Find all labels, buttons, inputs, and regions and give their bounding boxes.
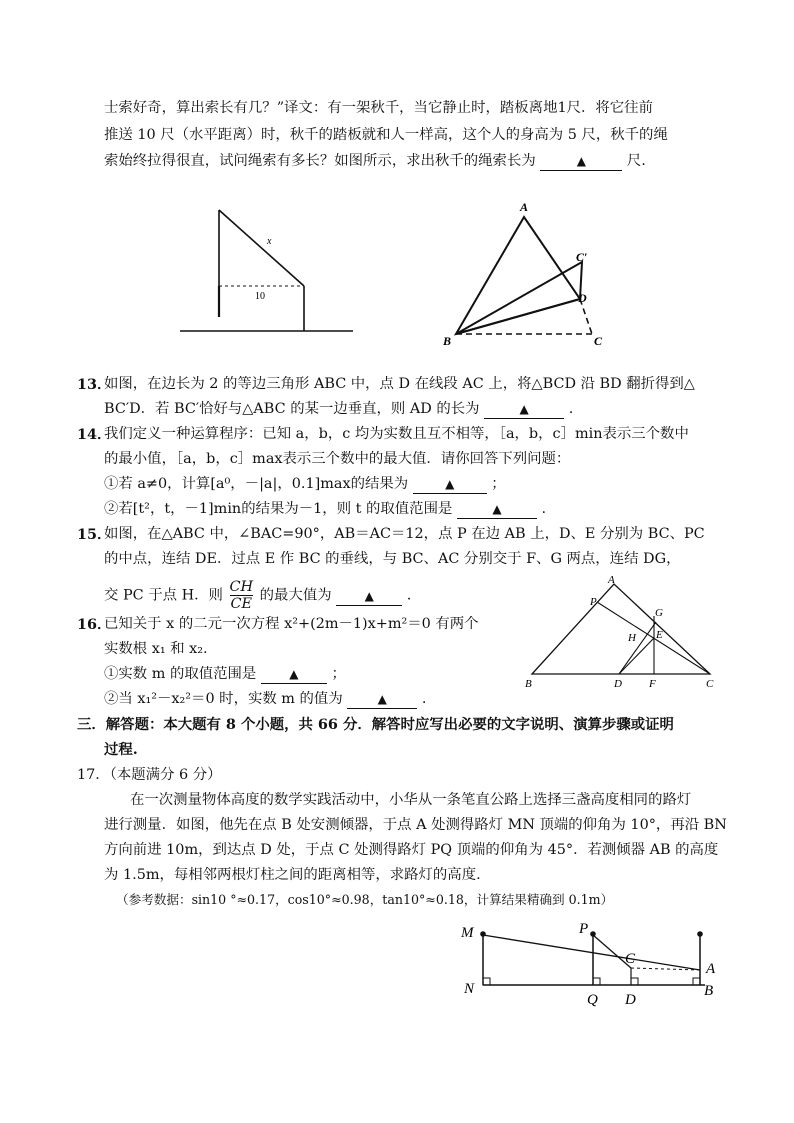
q13-line-2-text: BC′D．若 BC′恰好与△ABC 的某一边垂直，则 AD 的长为 xyxy=(104,401,480,417)
q14-part-1-blank: ▲ xyxy=(413,475,487,494)
q14-line-3 xyxy=(104,472,724,497)
q13-line-2 xyxy=(104,397,724,422)
label-d: D xyxy=(625,992,636,1008)
label-h: H xyxy=(628,632,636,644)
q14-number: 14． xyxy=(77,426,112,443)
triangle-fold-figure xyxy=(438,195,618,355)
q16-line-3 xyxy=(104,662,346,687)
section-3-heading-1: 三．解答题：本大题有 8 个小题，共 66 分．解答时应写出必要的文字说明、演算步骤或证明 xyxy=(77,716,674,733)
swing-rope-x xyxy=(219,210,304,286)
q14-part-2-end: . xyxy=(541,501,547,517)
street-lamp-figure xyxy=(455,915,730,1010)
q12-line-2: 推送 10 尺（水平距离）时，秋千的踏板就和人一样高，这个人的身高为 5 尺，秋千的绳 xyxy=(104,127,668,143)
q16-line-2: 实数根 x₁ 和 x₂. xyxy=(104,641,208,657)
label-p: P xyxy=(579,921,589,937)
label-c: C xyxy=(625,951,636,967)
label-d: D xyxy=(614,678,622,690)
q17-reference-data: （参考数据：sin10 °≈0.17，cos10°≈0.98，tan10°≈0.18，计算结果精确到 0.1m） xyxy=(116,892,614,907)
q15-answer-blank: ▲ xyxy=(336,587,402,606)
q16-part-1-blank: ▲ xyxy=(261,665,327,684)
segment-de xyxy=(619,638,654,674)
right-angle-q xyxy=(593,978,600,985)
q12-answer-blank: ▲ xyxy=(540,152,622,171)
q13-number: 13． xyxy=(77,376,112,393)
q14-line-1: 我们定义一种运算程序：已知 a，b，c 均为实数且互不相等，［a，b，c］min表示三个数中 xyxy=(104,426,689,442)
q13-answer-blank: ▲ xyxy=(484,400,564,419)
label-c: C xyxy=(594,334,603,348)
q16-part-2-text: ②当 x₁²－x₂²＝0 时，实数 m 的值为 xyxy=(104,691,343,707)
label-m: M xyxy=(461,925,474,941)
label-b: B xyxy=(525,678,532,690)
label-a: A xyxy=(608,574,615,586)
right-angle-d xyxy=(631,978,638,985)
q14-part-2-text: ②若[t²，t，－1]min的结果为－1，则 t 的取值范围是 xyxy=(104,501,453,517)
fraction-numerator: CH xyxy=(229,579,254,595)
q16-line-1: 已知关于 x 的二元一次方程 x²+(2m－1)x+m²＝0 有两个 xyxy=(104,616,479,632)
q14-part-1-end: ； xyxy=(491,476,506,492)
label-a: A xyxy=(520,200,529,214)
q13-line-1: 如图，在边长为 2 的等边三角形 ABC 中，点 D 在线段 AC 上，将△BCD 沿 BD 翻折得到△ xyxy=(104,376,695,392)
label-c-prime: C′ xyxy=(576,250,588,264)
sight-line-am xyxy=(483,935,700,970)
section-3-heading-2: 过程. xyxy=(104,741,138,758)
label-d: D xyxy=(578,291,587,305)
q16-part-1-end: ； xyxy=(331,666,346,682)
q17-line-3: 方向前进 10m，到达点 D 处，于点 C 处测得路灯 PQ 顶端的仰角为 45°．若测倾器 AB 的高度 xyxy=(104,842,719,858)
triangle-abc-figure xyxy=(522,572,722,690)
q17-header: 17．（本题满分 6 分） xyxy=(77,767,222,783)
swing-figure xyxy=(175,200,360,340)
label-c: C xyxy=(706,678,714,690)
q12-line-3-text: 索始终拉得很直，试问绳索有多长？如图所示，求出秋千的绳索长为 xyxy=(104,153,536,169)
label-p: P xyxy=(590,596,597,608)
q15-line-1: 如图，在△ABC 中，∠BAC=90°，AB＝AC＝12，点 P 在边 AB 上，D、E 分别为 BC、PC xyxy=(104,526,705,542)
q14-part-1-text: ①若 a≠0，计算[a⁰，－|a|，0.1]max的结果为 xyxy=(104,476,409,492)
right-angle-n xyxy=(483,978,490,985)
q15-line-3-end: . xyxy=(406,587,412,604)
label-b: B xyxy=(704,983,714,999)
x-label: x xyxy=(267,236,272,247)
q17-line-2: 进行测量．如图，他先在点 B 处安测倾器，于点 A 处测得路灯 MN 顶端的仰角为 10°，再沿 BN xyxy=(104,817,727,833)
label-q: Q xyxy=(587,992,598,1008)
q15-line-3-mid: 的最大值为 xyxy=(259,587,332,604)
right-angle-b xyxy=(693,978,700,985)
q17-line-4: 为 1.5m，每相邻两根灯柱之间的距离相等，求路灯的高度. xyxy=(104,867,481,883)
q12-line-3-end: 尺. xyxy=(626,153,646,169)
q14-line-4 xyxy=(104,497,724,522)
label-b: B xyxy=(443,334,452,348)
label-a: A xyxy=(706,961,716,977)
q16-part-2-blank: ▲ xyxy=(347,690,417,709)
q14-line-2: 的最小值，［a，b，c］max表示三个数中的最大值．请你回答下列问题： xyxy=(104,451,571,467)
label-g: G xyxy=(655,607,663,619)
q16-part-2-end: . xyxy=(421,691,427,707)
ch-over-ce-fraction xyxy=(230,579,254,612)
lamp-third-top xyxy=(697,931,703,937)
q15-line-2: 的中点，连结 DE．过点 E 作 BC 的垂线，与 BC、AC 分别交于 F、G 两点，连结 DG， xyxy=(104,551,681,567)
q16-part-1-text: ①实数 m 的取值范围是 xyxy=(104,666,257,682)
q16-number: 16． xyxy=(77,616,112,633)
q12-line-3 xyxy=(104,149,724,174)
q14-part-2-blank: ▲ xyxy=(457,500,537,519)
q16-line-4 xyxy=(104,687,426,712)
segment-dg xyxy=(619,622,656,674)
label-f: F xyxy=(649,678,656,690)
q12-line-1: 士索好奇，算出索长有几？”译文：有一架秋千，当它静止时，踏板离地1尺．将它往前 xyxy=(104,100,653,116)
q17-line-1: 在一次测量物体高度的数学实践活动中，小华从一条笔直公路上选择三盏高度相同的路灯 xyxy=(130,792,692,808)
q15-line-3-text: 交 PC 于点 H．则 xyxy=(104,587,223,604)
fraction-denominator: CE xyxy=(230,596,253,612)
triangle-abc xyxy=(532,584,710,674)
triangle-bc-prime-d xyxy=(456,262,582,334)
ten-label: 10 xyxy=(255,291,265,302)
q15-number: 15． xyxy=(77,526,112,543)
q13-line-2-end: . xyxy=(568,401,574,417)
label-n: N xyxy=(464,981,475,997)
label-e: E xyxy=(656,629,663,641)
